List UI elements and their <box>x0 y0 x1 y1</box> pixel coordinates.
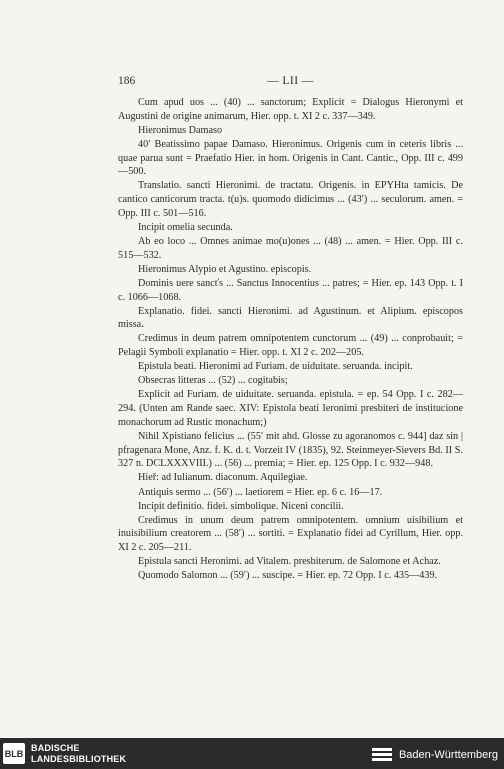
paragraph: Quomodo Salomon ... (59′) ... suscipe. = Hier. ep. 72 Opp. I c. 435—439. <box>138 570 438 582</box>
paragraph: Hieř: ad Iulianum. diaconum. Aquilegiae. <box>138 472 308 484</box>
page-number: 186 <box>118 75 136 87</box>
paragraph: Ab eo loco ... Omnes animae mo(u)ones ... (48) ... amen. = Hier. Opp. III c. 515—532. <box>118 235 463 261</box>
paragraph: Epistula beati. Hieronimi ad Furiam. de uiduitate. seruanda. incipit. <box>138 361 413 373</box>
running-head: — LII — <box>267 75 314 87</box>
library-name-line-1: BADISCHE <box>31 743 80 753</box>
paragraph: Dominis uere sancťs ... Sanctus Innocentius ... patres; = Hier. ep. 143 Opp. t. I c. 1066—1068. <box>118 277 463 303</box>
paragraph: Translatio. sancti Hieronimi. de tractatu. Origenis. in EPYHta tamicis. De cantico canticorum tracta. t(u)s. quomodo didicimus ... (43′) ... seculorum. amen. = Opp. III c. 501—516. <box>118 180 463 219</box>
state-name: Baden-Württemberg <box>398 749 498 761</box>
paragraph: Explicit ad Furiam. de uiduitate. seruanda. epistula. = ep. 54 Opp. I c. 282—294. (Unten am Rande saec. XIV: Epistola beati Ieronimi presbiteri de institucione monachorum ad Rustic monachum;) <box>118 389 463 428</box>
library-name[interactable] <box>31 743 126 764</box>
paragraph: Hieronimus Alypio et Agustino. episcopis. <box>138 263 312 275</box>
paragraph: Nihil Xpistiano felicius ... (55′ mit ahd. Glosse zu agoranomos c. 944] daz sin | pfragenara Mone, Anz. f. K. d. t. Vorzeit IV (1835), 92. Steinmeyer-Sievers Bd. II S. 327 n. DCLXXXVIII.) ... (56) ... premia; = Hier. ep. 125 Opp. I c. 932—948. <box>118 430 463 470</box>
paragraph: Hieronimus Damaso <box>138 124 223 136</box>
paragraph: Explanatio. fidei. sancti Hieronimi. ad Agustinum. et Alipium. episcopos missa. <box>118 305 463 331</box>
paragraph: Epistula sancti Heronimi. ad Vitalem. presbiterum. de Salomone et Achaz. <box>138 556 441 568</box>
lions-emblem-icon <box>372 747 394 763</box>
paragraph: Antiquis sermo ... (56′) ... laetiorem = Hier. ep. 6 c. 16—17. <box>138 486 383 498</box>
paragraph: Cum apud uos ... (40) ... sanctorum; Explicit = Dialogus Hieronymi et Augustini de origine animarum, Hier. opp. t. XI 2 c. 337—349. <box>118 97 463 122</box>
library-footer-bar <box>0 738 504 769</box>
page-header <box>118 75 463 91</box>
paragraph: Incipit definitio. fidei. simbolique. Niceni concilii. <box>138 500 344 512</box>
state-logo[interactable] <box>372 747 498 763</box>
paragraph: Credimus in unum deum patrem omnipotentem. omnium uisibilium et inuisibilium creatorem ... (58′) ... sortiti. = Explanatio fidei ad Cyrillum, Hier. opp. XI 2 c. 205—211. <box>118 514 463 554</box>
paragraph: Obsecras litteras ... (52) ... cogitabis; <box>138 375 288 387</box>
library-name-line-2: LANDESBIBLIOTHEK <box>31 753 127 764</box>
blb-logo-icon[interactable]: BLB <box>3 743 25 764</box>
paragraph: Incipit omelia secunda. <box>138 221 233 233</box>
body-text <box>118 96 463 583</box>
paragraph: Credimus in deum patrem omnipotentem cunctorum ... (49) ... conprobauit; = Pelagii Symboli explanatio = Hier. opp. t. XI 2 c. 202—205. <box>118 333 463 359</box>
paragraph: 40′ Beatissimo papae Damaso. Hieronimus. Origenis cum in ceteris libris ... quae parua sunt = Praefatio Hier. in hom. Origenis in Cant. Cantic., Opp. III c. 499—500. <box>118 138 463 178</box>
